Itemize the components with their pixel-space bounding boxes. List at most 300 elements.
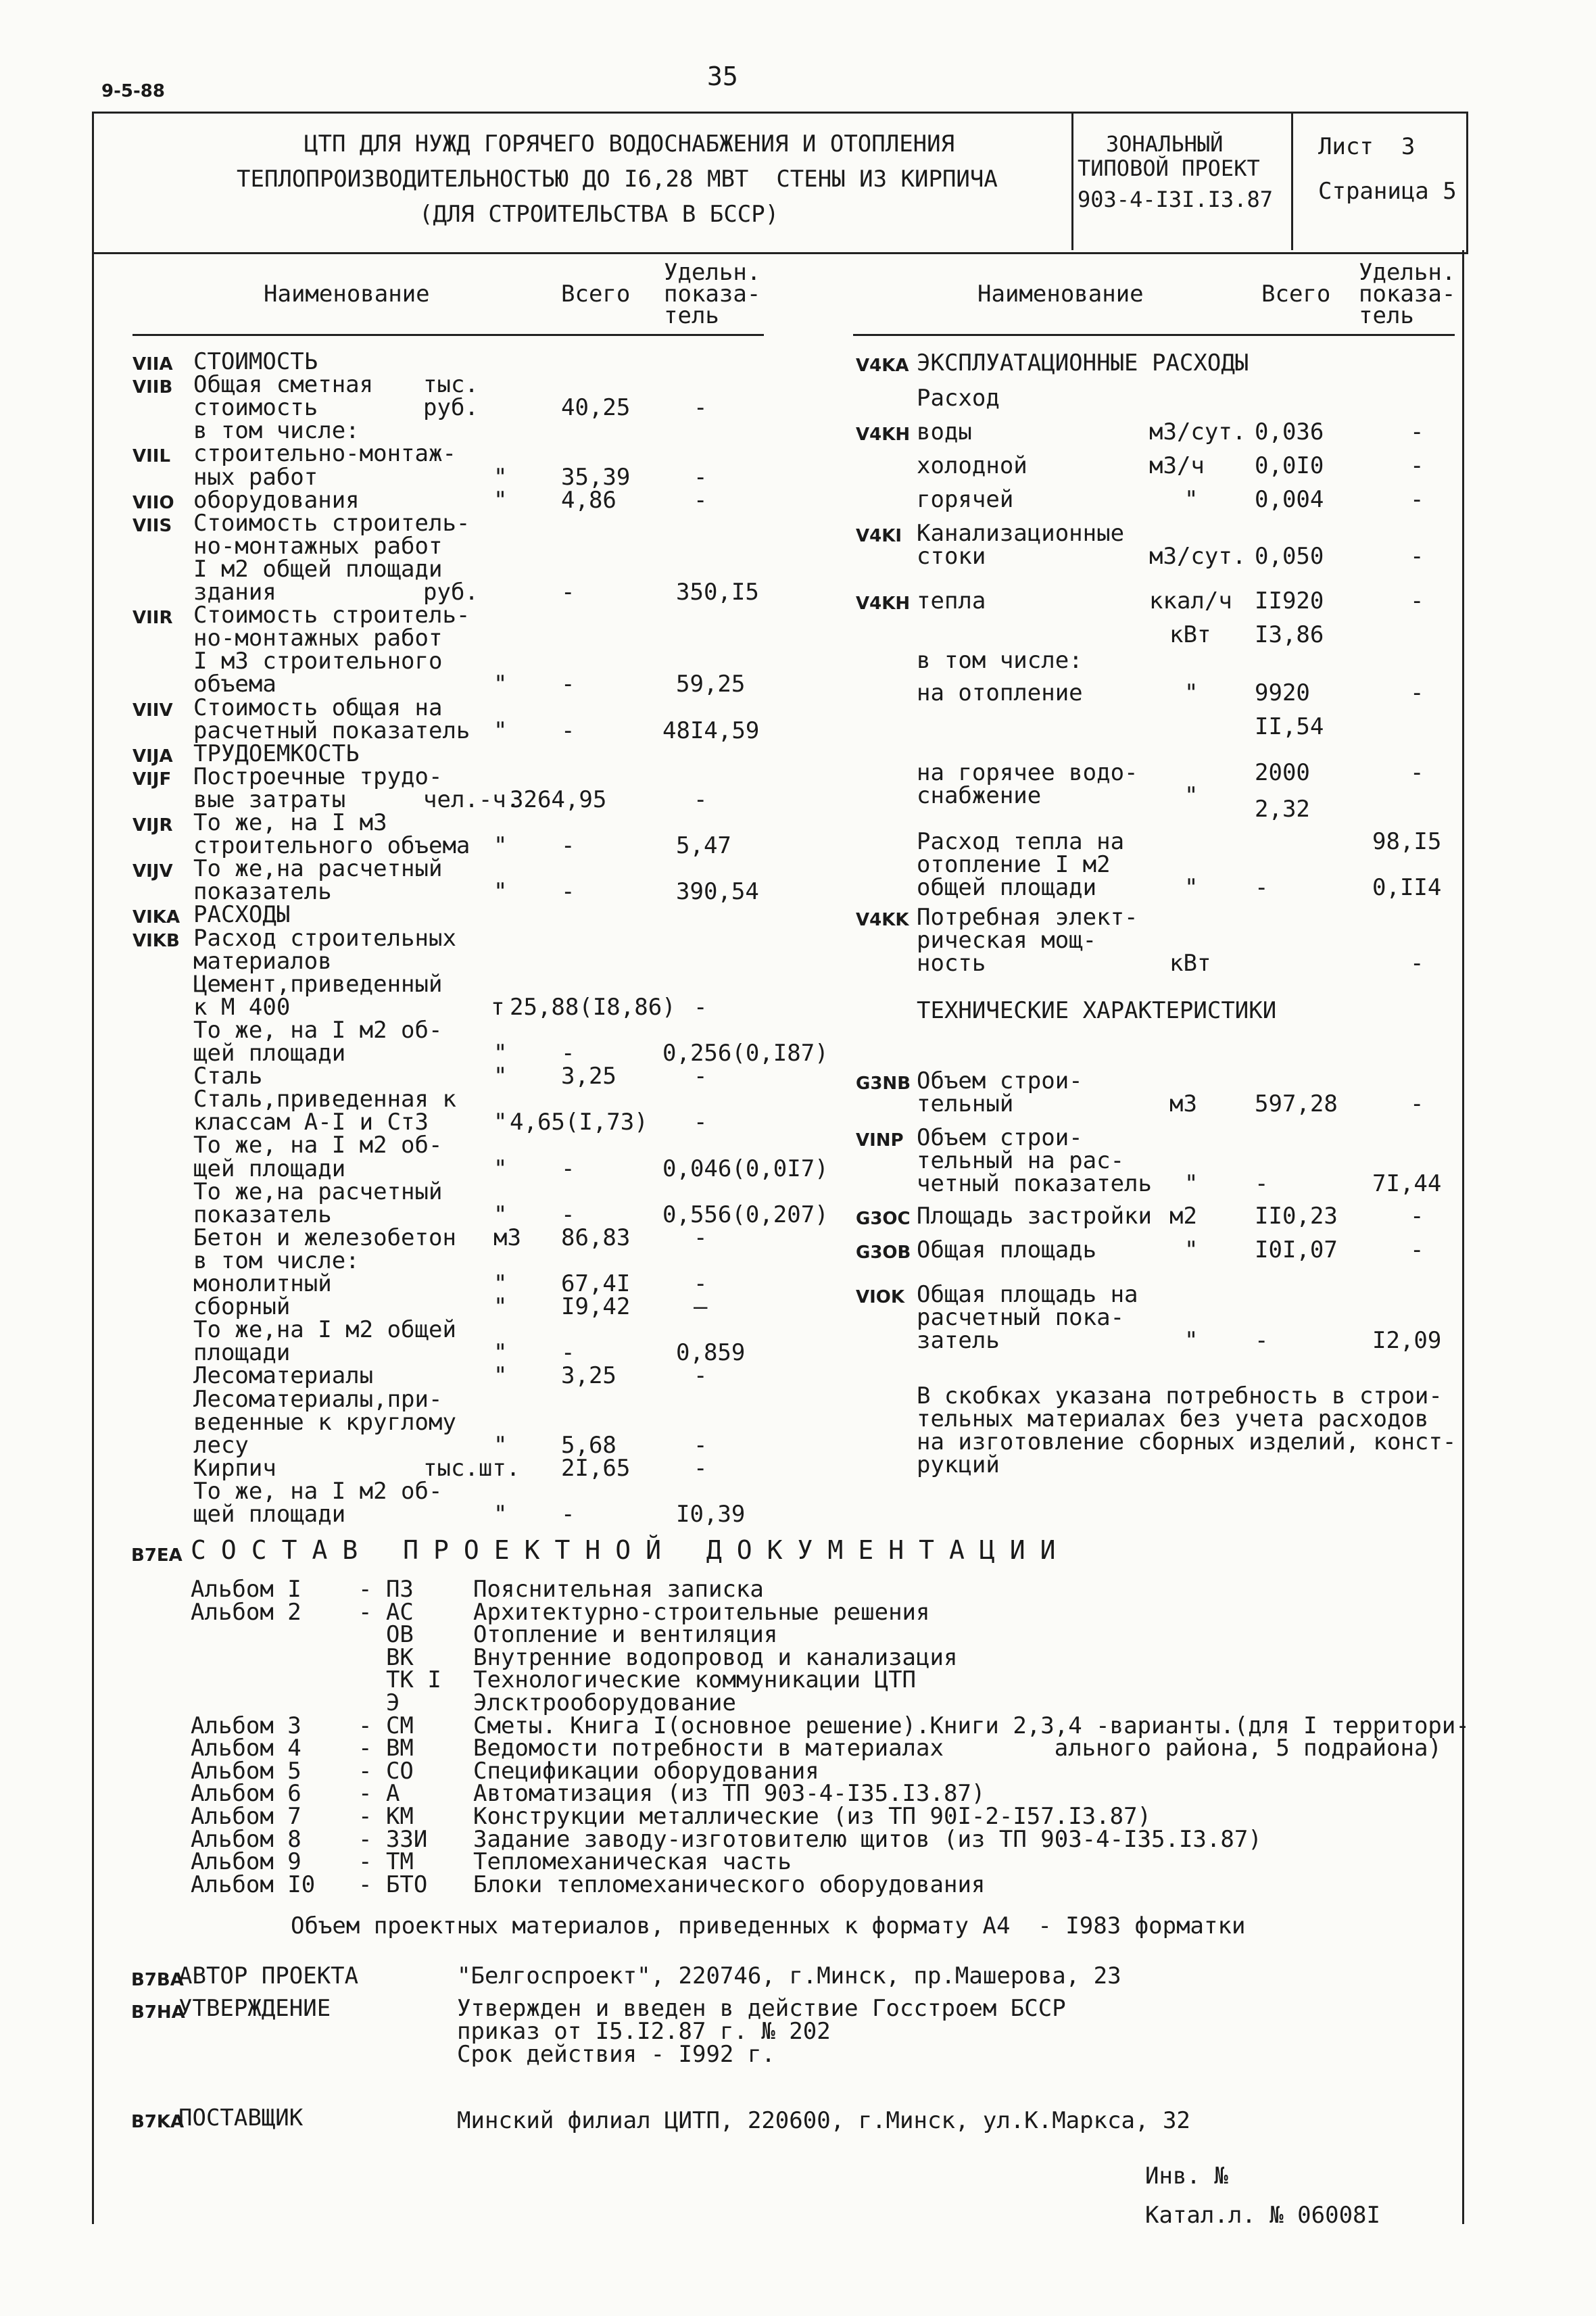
approval-line-2: приказ от I5.I2.87 г. № 202 (457, 2018, 831, 2045)
row-name: То же, на I м2 об- (193, 1017, 443, 1044)
row-spec: 0,859 (676, 1339, 746, 1366)
row-unit: " (1184, 1236, 1199, 1263)
row-name: Общая площадь (917, 1236, 1097, 1263)
album-title: Внутренние водопровод и канализация (473, 1644, 958, 1671)
title-line-2: ТЕПЛОПРОИЗВОДИТЕЛЬНОСТЬЮ ДО I6,28 МВТ СТЕНЫ ИЗ КИРПИЧА (237, 166, 998, 193)
album-code: - А (358, 1780, 400, 1807)
doc-section-title: СОСТАВ ПРОЕКТНОЙ ДОКУМЕНТАЦИИ (191, 1535, 1071, 1565)
row-total: - (561, 832, 575, 859)
row-spec: 0,II4 (1372, 874, 1442, 901)
project-type-2: ТИПОВОЙ ПРОЕКТ (1078, 155, 1260, 181)
row-name: Кирпич (193, 1455, 276, 1482)
row-total: I9,42 (561, 1293, 631, 1320)
row-total: 40,25 (561, 394, 631, 421)
row-unit: " (493, 1339, 508, 1366)
left-header-rule (132, 334, 764, 336)
row-total: 2I,65 (561, 1455, 631, 1482)
row-unit: руб. (423, 579, 479, 606)
row-code: VIIO (132, 493, 174, 513)
volume-line: Объем проектных материалов, приведенных к формату А4 - I983 форматки (291, 1912, 1246, 1939)
row-code: V4KH (856, 594, 911, 614)
row-name: но-монтажных работ (193, 625, 443, 652)
row-name: Площадь застройки (917, 1203, 1152, 1230)
row-spec: - (694, 1362, 708, 1389)
row-spec: - (694, 1063, 708, 1090)
row-name: ТРУДОЕМКОСТЬ (193, 740, 360, 767)
row-unit: м3/ч (1149, 452, 1205, 479)
row-total: 3264,95 (510, 786, 607, 813)
album-name: Альбом 2 (191, 1599, 301, 1626)
album-title: Конструкции металлические (из ТП 90I-2-I57.I3.87) (473, 1803, 1152, 1830)
row-name: Объем строи- (917, 1067, 1083, 1094)
row-unit: " (493, 1270, 508, 1297)
page-number: 35 (707, 62, 738, 91)
row-name: снабжение (917, 782, 1042, 809)
row-spec: - (694, 1432, 708, 1459)
row-unit: " (493, 1432, 508, 1459)
row-unit: " (493, 878, 508, 905)
row-spec: - (694, 487, 708, 514)
row-name: в том числе: (193, 1247, 360, 1274)
row-name: отопление I м2 (917, 851, 1111, 878)
row-name: I м3 строительного (193, 648, 443, 675)
row-unit: чел.-ч. (423, 786, 521, 813)
row-name: здания (193, 579, 276, 606)
row-code: VIIB (132, 377, 173, 397)
right-col-spec-3: тель (1359, 302, 1414, 329)
album-code: ТК I (358, 1666, 441, 1693)
row-name: материалов (193, 948, 332, 975)
row-name: Сталь,приведенная к (193, 1086, 456, 1113)
note-line: В скобках указана потребность в строи- (917, 1382, 1443, 1409)
album-code: - СО (358, 1758, 414, 1785)
album-code: - КМ (358, 1803, 414, 1830)
row-name: То же,на расчетный (193, 1178, 443, 1205)
album-name: Альбом 8 (191, 1826, 301, 1853)
row-total: 5,68 (561, 1432, 616, 1459)
album-title: Пояснительная записка (473, 1576, 764, 1603)
row-name: Цемент,приведенный (193, 971, 443, 998)
row-spec: 7I,44 (1372, 1170, 1442, 1197)
row-spec: - (694, 786, 708, 813)
row-name: То же,на I м2 общей (193, 1316, 456, 1343)
row-name: холодной (917, 452, 1027, 479)
row-unit: тыс.шт. (423, 1455, 521, 1482)
row-code: VIKA (132, 907, 180, 927)
note-line: тельных материалах без учета расходов (917, 1405, 1429, 1432)
row-name: лесу (193, 1432, 249, 1459)
row-name: Стоимость строитель- (193, 602, 470, 629)
album-code: ВК (358, 1644, 414, 1671)
row-total: - (561, 1040, 575, 1067)
row-total: - (1255, 874, 1269, 901)
row-name: Общая площадь на (917, 1281, 1138, 1308)
right-header-rule (853, 334, 1455, 336)
row-name: площади (193, 1339, 291, 1366)
row-unit: ккал/ч (1149, 587, 1232, 614)
row-total: II,54 (1255, 713, 1324, 740)
row-name: тепла (917, 587, 986, 614)
project-number: 903-4-I3I.I3.87 (1078, 187, 1273, 212)
supplier-text: Минский филиал ЦИТП, 220600, г.Минск, ул.К.Маркса, 32 (457, 2107, 1190, 2134)
album-code: - СМ (358, 1712, 414, 1739)
row-spec: 390,54 (676, 878, 759, 905)
row-unit: кВт (1169, 950, 1211, 977)
author-label: АВТОР ПРОЕКТА (178, 1962, 359, 1989)
right-col-name: Наименование (977, 281, 1144, 308)
album-name: Альбом 9 (191, 1848, 301, 1875)
row-code: G3OB (856, 1243, 911, 1263)
row-code: VIJF (132, 769, 172, 790)
approval-line-1: Утвержден и введен в действие Госстроем БССР (457, 1995, 1066, 2022)
row-spec: 48I4,59 (662, 717, 760, 744)
row-unit: " (1184, 486, 1199, 513)
row-code: VIKB (132, 931, 180, 951)
row-name: показатель (193, 878, 332, 905)
row-spec: - (1410, 950, 1424, 977)
row-name: расчетный показатель (193, 717, 470, 744)
row-spec: - (1410, 418, 1424, 445)
album-code: - АС (358, 1599, 414, 1626)
row-name: Стоимость общая на (193, 694, 443, 721)
row-unit: " (493, 1040, 508, 1067)
row-name: Объем строи- (917, 1124, 1083, 1151)
row-spec: - (1410, 679, 1424, 706)
album-name: Альбом 6 (191, 1780, 301, 1807)
row-spec: - (694, 1109, 708, 1136)
row-total: I0I,07 (1255, 1236, 1338, 1263)
row-unit: руб. (423, 394, 479, 421)
row-name: СТОИМОСТЬ (193, 348, 318, 375)
row-unit: " (493, 832, 508, 859)
row-name: РАСХОДЫ (193, 901, 291, 928)
title-block-divider-2 (1291, 112, 1293, 250)
row-name: тельный (917, 1090, 1014, 1117)
row-name: То же, на I м2 об- (193, 1132, 443, 1159)
row-name: веденные к круглому (193, 1409, 456, 1436)
row-total: 3,25 (561, 1362, 616, 1389)
row-total: - (561, 878, 575, 905)
row-name: на отопление (917, 679, 1083, 706)
album-code: ОВ (358, 1621, 414, 1648)
row-unit: м3/сут. (1149, 543, 1247, 570)
catalog-sheet: Катал.л. № 06008I (1145, 2202, 1380, 2229)
row-name: общей площади (917, 874, 1097, 901)
left-col-name: Наименование (264, 281, 430, 308)
page-index: Страница 5 (1318, 178, 1457, 205)
row-name: но-монтажных работ (193, 533, 443, 560)
row-total: I3,86 (1255, 621, 1324, 648)
row-spec: 59,25 (676, 671, 746, 698)
row-spec: 350,I5 (676, 579, 759, 606)
album-code: - ПЗ (358, 1576, 414, 1603)
row-unit: м3 (1169, 1090, 1197, 1117)
row-total: - (561, 1339, 575, 1366)
inventory-number: Инв. № (1145, 2163, 1228, 2190)
row-code: VIIS (132, 516, 172, 536)
row-code: VIIR (132, 608, 173, 628)
album-title: Автоматизация (из ТП 903-4-I35.I3.87) (473, 1780, 986, 1807)
title-block-divider-1 (1071, 112, 1073, 250)
row-code: G3OC (856, 1209, 911, 1229)
date-mark: 9-5-88 (101, 81, 165, 101)
row-spec: — (694, 1293, 708, 1320)
row-unit: " (493, 717, 508, 744)
row-total: 0,036 (1255, 418, 1324, 445)
row-total: - (561, 671, 575, 698)
row-name: Потребная элект- (917, 904, 1138, 931)
row-total: 67,4I (561, 1270, 631, 1297)
row-name: Сталь (193, 1063, 263, 1090)
left-col-spec-1: Удельн. (664, 259, 761, 286)
row-spec: - (1410, 587, 1424, 614)
row-unit: " (493, 671, 508, 698)
album-title: Отопление и вентиляция (473, 1621, 778, 1648)
row-name: стоимость (193, 394, 318, 421)
row-spec: 0,556(0,207) (662, 1201, 829, 1228)
row-total: 2,32 (1255, 796, 1310, 823)
row-total: 35,39 (561, 464, 631, 491)
album-name: Альбом I (191, 1576, 301, 1603)
note-line: рукций (917, 1451, 1000, 1478)
row-code: VIIL (132, 446, 171, 466)
row-name: на горячее водо- (917, 759, 1138, 786)
row-name: щей площади (193, 1501, 346, 1528)
album-code: Э (358, 1689, 400, 1716)
row-unit: " (1184, 1170, 1199, 1197)
album-code: - БТО (358, 1871, 428, 1898)
album-title: Архитектурно-строительные решения (473, 1599, 930, 1626)
album-code: - ТМ (358, 1848, 414, 1875)
row-unit: " (493, 1201, 508, 1228)
row-name: I м2 общей площади (193, 556, 443, 583)
row-name: щей площади (193, 1040, 346, 1067)
author-text: "Белгоспроект", 220746, г.Минск, пр.Машерова, 23 (457, 1962, 1121, 1989)
row-name: строительного объема (193, 832, 470, 859)
row-unit: " (493, 1293, 508, 1320)
approval-code: B7HA (131, 2002, 185, 2023)
row-unit: м3 (493, 1224, 521, 1251)
row-name: объема (193, 671, 276, 698)
row-name: тельный на рас- (917, 1147, 1125, 1174)
row-name: рическая мощ- (917, 927, 1097, 954)
row-total: 86,83 (561, 1224, 631, 1251)
note-line: на изготовление сборных изделий, конст- (917, 1428, 1457, 1455)
row-total: - (561, 1201, 575, 1228)
album-title: Задание заводу-изготовителю щитов (из ТП 903-4-I35.I3.87) (473, 1826, 1262, 1853)
row-name: То же, на I м2 об- (193, 1478, 443, 1505)
row-spec: - (1410, 1236, 1424, 1263)
row-name: строительно-монтаж- (193, 440, 456, 467)
row-code: V4KH (856, 425, 911, 445)
row-unit: " (493, 487, 508, 514)
row-name: четный показатель (917, 1170, 1152, 1197)
album-code: - ВМ (358, 1735, 414, 1762)
row-code: VIJA (132, 746, 173, 767)
row-unit: т (491, 994, 505, 1021)
row-name: в том числе: (193, 417, 360, 444)
row-spec: - (1410, 486, 1424, 513)
row-name: монолитный (193, 1270, 332, 1297)
row-total: 25,88(I8,86) (510, 994, 676, 1021)
row-total: - (1255, 1170, 1269, 1197)
album-title: Спецификации оборудования (473, 1758, 819, 1785)
row-total: 0,004 (1255, 486, 1324, 513)
row-total: - (561, 1501, 575, 1528)
row-spec: I0,39 (676, 1501, 746, 1528)
row-code: VIJR (132, 815, 173, 836)
row-total: 2000 (1255, 759, 1310, 786)
row-code: VIIV (132, 700, 173, 721)
album-title: Тепломеханическая часть (473, 1848, 792, 1875)
right-col-spec-1: Удельн. (1359, 259, 1456, 286)
row-total: 4,65(I,73) (510, 1109, 648, 1136)
row-unit: " (1184, 679, 1199, 706)
project-type-1: ЗОНАЛЬНЫЙ (1106, 131, 1224, 157)
row-name: щей площади (193, 1155, 346, 1182)
row-code: G3NB (856, 1073, 911, 1094)
row-spec: - (1410, 452, 1424, 479)
left-col-spec-2: показа- (664, 281, 761, 308)
row-unit: " (493, 1155, 508, 1182)
row-spec: - (1410, 1203, 1424, 1230)
row-unit: " (493, 1501, 508, 1528)
album-title: Сметы. Книга I(основное решение).Книги 2,3,4 -варианты.(для I территори- (473, 1712, 1470, 1739)
row-spec: - (694, 394, 708, 421)
row-unit: " (493, 1362, 508, 1389)
row-unit: " (1184, 1327, 1199, 1354)
approval-label: УТВЕРЖДЕНИЕ (178, 1995, 331, 2022)
row-unit: " (1184, 874, 1199, 901)
row-unit: м2 (1169, 1203, 1197, 1230)
row-code: VIOK (856, 1287, 905, 1307)
row-name: оборудования (193, 487, 360, 514)
body-right-border (1462, 250, 1464, 2224)
row-name: Расход тепла на (917, 828, 1125, 855)
row-name: Расход (917, 385, 1000, 412)
row-total: 0,0I0 (1255, 452, 1324, 479)
title-line-1: ЦТП ДЛЯ НУЖД ГОРЯЧЕГО ВОДОСНАБЖЕНИЯ И ОТОПЛЕНИЯ (304, 130, 955, 158)
left-col-spec-3: тель (664, 302, 719, 329)
row-name: сборный (193, 1293, 291, 1320)
row-spec: 98,I5 (1372, 828, 1442, 855)
row-name: расчетный пока- (917, 1304, 1125, 1331)
row-name: Канализационные (917, 520, 1125, 547)
row-name: Расход строительных (193, 925, 456, 952)
row-name: классам А-I и Ст3 (193, 1109, 429, 1136)
row-unit: " (1184, 782, 1199, 809)
row-spec: - (1410, 543, 1424, 570)
album-name: Альбом 7 (191, 1803, 301, 1830)
row-unit: кВт (1169, 621, 1211, 648)
row-name: То же,на расчетный (193, 855, 443, 882)
right-col-spec-2: показа- (1359, 281, 1456, 308)
album-name: Альбом 3 (191, 1712, 301, 1739)
row-spec: - (1410, 1090, 1424, 1117)
row-name: стоки (917, 543, 986, 570)
row-spec: - (694, 1455, 708, 1482)
row-spec: - (694, 994, 708, 1021)
album-name: Альбом 5 (191, 1758, 301, 1785)
row-code: V4KI (856, 526, 902, 546)
supplier-code: B7KA (131, 2112, 185, 2132)
row-total: - (1255, 1327, 1269, 1354)
doc-code: B7EA (131, 1545, 183, 1566)
row-spec: - (1410, 759, 1424, 786)
row-code: VIIA (132, 354, 173, 375)
author-code: B7BA (131, 1970, 184, 1990)
row-unit: " (493, 464, 508, 491)
row-total: 0,050 (1255, 543, 1324, 570)
row-name: горячей (917, 486, 1014, 513)
row-name: воды (917, 418, 972, 445)
body-left-border (92, 250, 94, 2224)
album-title: Элсктрооборудование (473, 1689, 736, 1716)
row-total: 9920 (1255, 679, 1310, 706)
title-line-3: (ДЛЯ СТРОИТЕЛЬСТВА В БССР) (419, 201, 779, 228)
row-spec: - (694, 1224, 708, 1251)
right-col-total: Всего (1261, 281, 1331, 308)
row-total: - (561, 579, 575, 606)
row-total: II0,23 (1255, 1203, 1338, 1230)
album-title: Технологические коммуникации ЦТП (473, 1666, 917, 1693)
row-name: ность (917, 950, 986, 977)
row-total: - (561, 1155, 575, 1182)
album-name: Альбом I0 (191, 1871, 316, 1898)
album-title: Ведомости потребности в материалах ального района, 5 подрайона) (473, 1735, 1442, 1762)
row-name: в том числе: (917, 647, 1083, 674)
row-spec: 0,046(0,0I7) (662, 1155, 829, 1182)
row-unit: " (493, 1063, 508, 1090)
row-spec: - (694, 464, 708, 491)
row-name: ТЕХНИЧЕСКИЕ ХАРАКТЕРИСТИКИ (917, 997, 1277, 1024)
row-spec: - (694, 1270, 708, 1297)
approval-line-3: Срок действия - I992 г. (457, 2041, 775, 2068)
row-name: ных работ (193, 464, 318, 491)
row-name: затель (917, 1327, 1000, 1354)
album-title: Блоки тепломеханического оборудования (473, 1871, 986, 1898)
row-name: Лесоматериалы,при- (193, 1386, 443, 1413)
sheet-number: Лист 3 (1318, 133, 1416, 160)
row-total: - (561, 717, 575, 744)
row-name: То же, на I м3 (193, 809, 387, 836)
supplier-label: ПОСТАВЩИК (178, 2104, 304, 2131)
row-unit: м3/сут. (1149, 418, 1247, 445)
row-name: Общая сметная (193, 371, 374, 398)
album-code: - ЗЗИ (358, 1826, 428, 1853)
row-total: II920 (1255, 587, 1324, 614)
row-spec: 0,256(0,I87) (662, 1040, 829, 1067)
row-code: VIJV (132, 861, 173, 882)
left-col-total: Всего (561, 281, 631, 308)
row-name: Стоимость строитель- (193, 510, 470, 537)
row-spec: I2,09 (1372, 1327, 1442, 1354)
row-name: ЭКСПЛУАТАЦИОННЫЕ РАСХОДЫ (917, 349, 1249, 377)
row-unit: " (493, 1109, 508, 1136)
row-code: VINP (856, 1130, 904, 1151)
row-total: 3,25 (561, 1063, 616, 1090)
row-name: Построечные трудо- (193, 763, 443, 790)
row-total: 4,86 (561, 487, 616, 514)
row-spec: 5,47 (676, 832, 731, 859)
row-name: Лесоматериалы (193, 1362, 374, 1389)
row-name: вые затраты (193, 786, 346, 813)
row-name: показатель (193, 1201, 332, 1228)
album-name: Альбом 4 (191, 1735, 301, 1762)
row-code: V4KK (856, 910, 909, 930)
row-unit: тыс. (423, 371, 479, 398)
row-code: V4KA (856, 356, 909, 376)
